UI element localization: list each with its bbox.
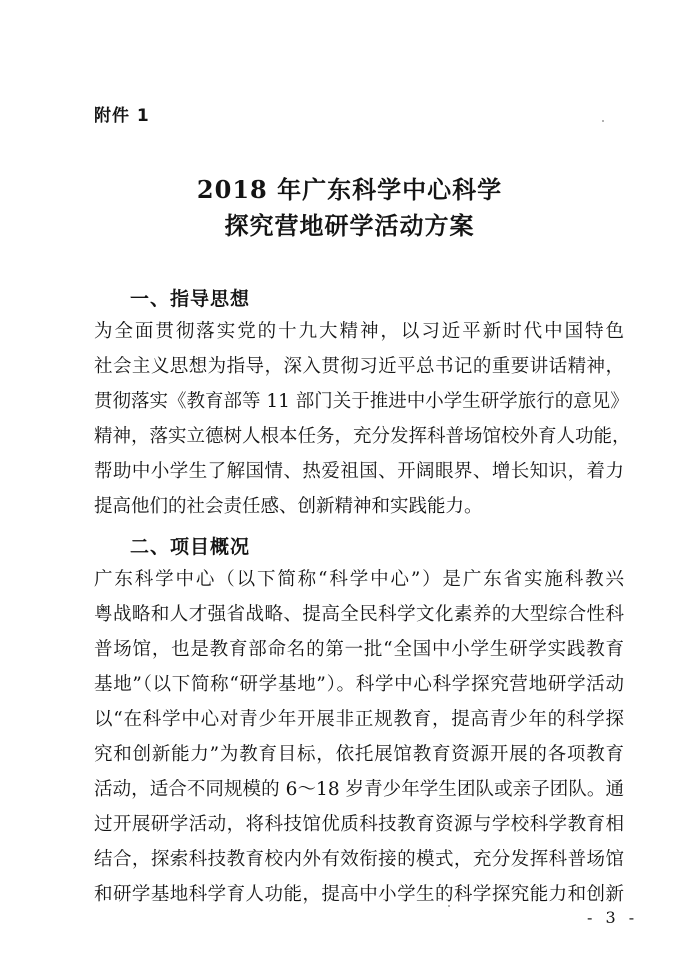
document-title-line-1: 2018 年广东科学中心科学	[196, 175, 503, 204]
paragraph-line: 以“在科学中心对青少年开展非正规教育，提高青少年的科学探	[94, 709, 624, 730]
paragraph-line: 基地”（以下简称“研学基地”）。科学中心科学探究营地研学活动	[94, 674, 624, 695]
section-paragraph-project-overview	[94, 562, 624, 912]
paragraph-line: 为全面贯彻落实党的十九大精神，以习近平新时代中国特色	[94, 321, 624, 342]
paragraph-line: 和研学基地科学育人功能，提高中小学生的科学探究能力和创新	[94, 884, 624, 905]
paragraph-line: 提高他们的社会责任感、创新精神和实践能力。	[94, 496, 483, 517]
paragraph-line: 究和创新能力”为教育目标，依托展馆教育资源开展的各项教育	[94, 744, 624, 765]
paragraph-line: 广东科学中心（以下简称“科学中心”）是广东省实施科教兴	[94, 569, 624, 590]
section-paragraph-guiding-ideology	[94, 314, 631, 524]
attachment-label: 附件 1	[94, 106, 150, 126]
page-number: - 3 -	[587, 908, 639, 927]
paragraph-line: 粤战略和人才强省战略、提高全民科学文化素养的大型综合性科	[94, 604, 624, 625]
paragraph-line: 帮助中小学生了解国情、热爱祖国、开阔眼界、增长知识，着力	[94, 461, 624, 482]
section-heading-guiding-ideology: 一、指导思想	[130, 288, 251, 310]
paragraph-line: 精神，落实立德树人根本任务，充分发挥科普场馆校外育人功能，	[94, 426, 631, 447]
document-title-line-2: 探究营地研学活动方案	[224, 211, 475, 240]
paragraph-line: 普场馆，也是教育部命名的第一批“全国中小学生研学实践教育	[94, 639, 624, 660]
section-heading-project-overview: 二、项目概况	[130, 536, 251, 558]
paragraph-line: 贯彻落实《教育部等 11 部门关于推进中小学生研学旅行的意见》	[94, 391, 629, 412]
paragraph-line: 活动，适合不同规模的 6～18 岁青少年学生团队或亲子团队。通	[94, 779, 624, 800]
scan-speck	[448, 905, 450, 907]
paragraph-line: 结合，探索科技教育校内外有效衔接的模式，充分发挥科普场馆	[94, 849, 624, 870]
paragraph-line: 社会主义思想为指导，深入贯彻习近平总书记的重要讲话精神，	[94, 356, 624, 377]
scan-speck	[602, 120, 604, 122]
paragraph-line: 过开展研学活动，将科技馆优质科技教育资源与学校科学教育相	[94, 814, 624, 835]
